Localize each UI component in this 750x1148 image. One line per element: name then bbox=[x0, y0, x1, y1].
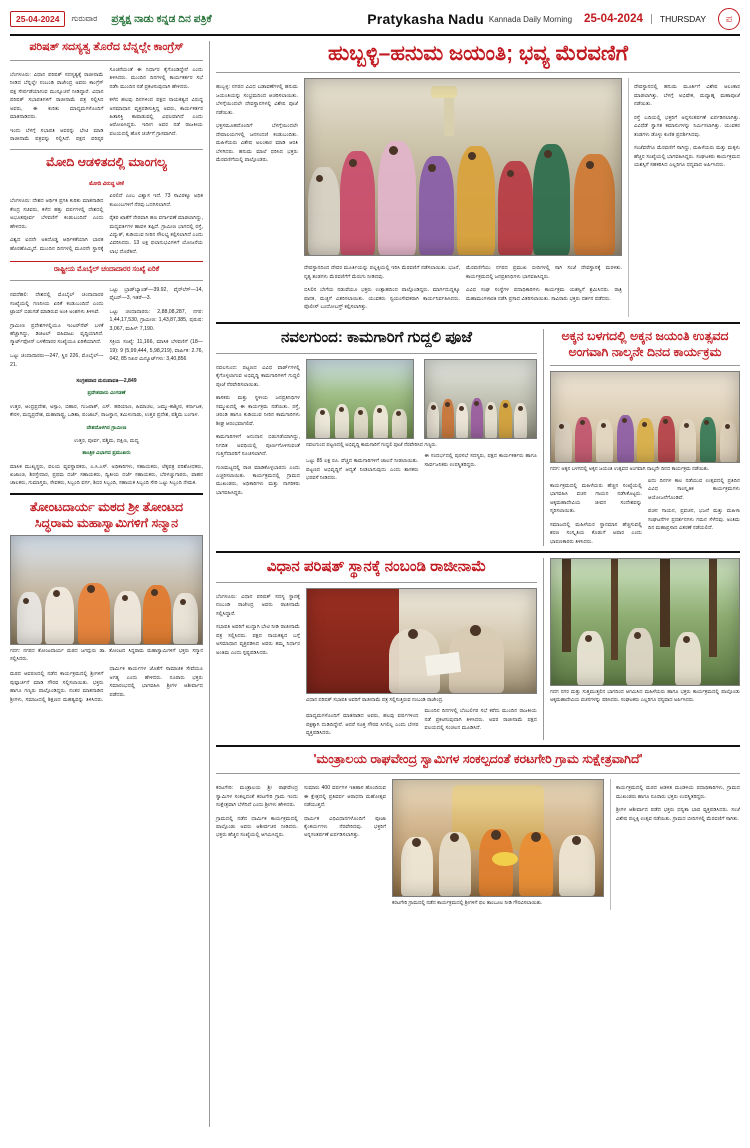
divider bbox=[216, 72, 740, 73]
lower-left-caption: ವಿಧಾನ ಪರಿಷತ್ ಸಭಾಪತಿ ಅವರಿಗೆ ರಾಜೀನಾಮೆ ಪತ್ರ ಸಲ್ಲಿಸುತ್ತಿರುವ ನಂಬಂಡಿ ರಾಜೇಂದ್ರ. bbox=[306, 696, 444, 703]
mid-right-photo bbox=[550, 371, 740, 463]
paragraph: ಇಂದು ಬೆಳಗ್ಗೆ ಸಭಾಪತಿ ಅವರನ್ನು ಭೇಟಿ ಮಾಡಿ ರಾಜೀನಾಮೆ ಪತ್ರವನ್ನು ಸಲ್ಲಿಸಿದೆ. ಪಕ್ಷದ ವರಿಷ್ಠರ ಸೂಚನೆಯಂತೆ ಈ ನಿರ್ಧಾರ ಕೈಗೊಂಡಿದ್ದೇನೆ ಎಂದು ತಿಳಿಸಿದರು. ಮುಂದಿನ ದಿನಗಳಲ್ಲಿ ಕಾರ್ಯಕರ್ತರ ಸಭೆ ನಡೆಸಿ ಮುಂದಿನ ನಡೆ ಪ್ರಕಟಿಸುವುದಾಗಿ ಹೇಳಿದರು. bbox=[10, 66, 203, 143]
masthead-date: 25-04-2024 bbox=[584, 13, 643, 25]
paragraph: ಒಟ್ಟು 85 ಲಕ್ಷ ರೂ. ವೆಚ್ಚದ ಕಾಮಗಾರಿಗಳಿಗೆ ಚಾಲನೆ ನೀಡಲಾಯಿತು. ಪಟ್ಟಣದ ಅಭಿವೃದ್ಧಿಗೆ ಆದ್ಯತೆ ನೀಡಲಾಗುವುದು ಎಂದು ಶಾಸಕರು ಭರವಸೆ ನೀಡಿದರು. bbox=[306, 458, 419, 482]
lead-photo-block bbox=[304, 78, 622, 317]
forest-photo bbox=[550, 558, 740, 686]
lower-left-photo bbox=[306, 588, 537, 694]
divider bbox=[10, 280, 203, 281]
divider bbox=[216, 773, 740, 774]
mid-row bbox=[216, 329, 740, 546]
paragraph: ಕಾಮಗಾರಿಗಳಿಗೆ ಅನುದಾನ ಬಿಡುಗಡೆಯಾಗಿದ್ದು, ನಿಗದಿತ ಅವಧಿಯಲ್ಲಿ ಪೂರ್ಣಗೊಳಿಸುವಂತೆ ಗುತ್ತಿಗೆದಾರರಿಗೆ ಸೂಚಿಸಲಾಗಿದೆ. bbox=[216, 434, 300, 458]
divider bbox=[216, 551, 740, 553]
paragraph: ದೇವಸ್ಥಾನದಲ್ಲಿ ಹನುಮ ಮೂರ್ತಿಗೆ ವಿಶೇಷ ಅಲಂಕಾರ ಮಾಡಲಾಗಿತ್ತು. ಬೆಳಗ್ಗೆ ಅಭಿಷೇಕ, ಮಧ್ಯಾಹ್ನ ಮಹಾಪೂಜೆ ನಡೆಯಿತು. bbox=[634, 84, 740, 108]
divider bbox=[216, 745, 740, 747]
divider bbox=[10, 493, 203, 495]
paragraph: ರಸ್ತೆ ಬದಿಯಲ್ಲಿ ಭಕ್ತರಿಗೆ ಅನ್ನಸಂತರ್ಪಣೆ ಏರ್ಪಡಿಸಲಾಗಿತ್ತು. ವಿವಿಧೆಡೆ ಸ್ವಾಗತ ಕಮಾನುಗಳನ್ನು ನಿರ್ಮಿಸಲಾಗಿತ್ತು. ಯುವಕರ ತಂಡಗಳು ಡೊಳ್ಳು ಕುಣಿತ ಪ್ರದರ್ಶಿಸಿದವು. bbox=[634, 114, 740, 138]
masthead-weekday: THURSDAY bbox=[651, 14, 706, 24]
paragraph: ರೈತರ ಖಾತೆಗೆ ನೇರವಾಗಿ ಹಣ ವರ್ಗಾವಣೆ ಮಾಡಲಾಗಿದ್ದು, ಮಧ್ಯವರ್ತಿಗಳ ಹಾವಳಿ ತಪ್ಪಿದೆ. ಗ್ರಾಮೀಣ ಭಾಗದಲ್ಲಿ ರಸ್ತೆ, ವಿದ್ಯುತ್, ಕುಡಿಯುವ ನೀರಿನ ಸೌಲಭ್ಯ ಕಲ್ಪಿಸಲಾಗಿದೆ ಎಂದು ವಿವರಿಸಿದರು. 13 ಲಕ್ಷ ಫಲಾನುಭವಿಗಳಿಗೆ ಯೋಜನೆಯ ಲಾಭ ದೊರೆತಿದೆ. bbox=[109, 215, 203, 255]
mid-left-story bbox=[216, 329, 544, 546]
left-story4-photo bbox=[10, 535, 203, 645]
paragraph: ನವಲಗುಂದ: ಪಟ್ಟಣದ ವಿವಿಧ ವಾರ್ಡ್‌ಗಳಲ್ಲಿ ಕೈಗೊಳ್ಳಲಾಗುವ ಅಭಿವೃದ್ಧಿ ಕಾಮಗಾರಿಗಳಿಗೆ ಗುದ್ದಲಿ ಪೂಜೆ ನೆರವೇರಿಸಲಾಯಿತು. bbox=[216, 364, 300, 388]
lower-left-headline: ವಿಧಾನ ಪರಿಷತ್ ಸ್ಥಾನಕ್ಕೆ ನಂಬಂಡಿ ರಾಜೀನಾಮೆ bbox=[266, 558, 487, 575]
stat-line: ಒಟ್ಟು ಚಂದಾದಾರರು: 2,88,08,287, ನಗರ: 1,44,17,530, ಗ್ರಾಮೀಣ: 1,43,87,385, ಪುರುಷ: 3,067, ಮಹಿಳೆ: 7,190. bbox=[109, 309, 203, 332]
right-column bbox=[216, 41, 740, 1127]
paragraph: ವಿಶ್ವದ ಐದನೇ ಅತಿದೊಡ್ಡ ಆರ್ಥಿಕತೆಯಾಗಿ ಭಾರತ ಹೊರಹೊಮ್ಮಿದೆ. ಮುಂದಿನ ದಿನಗಳಲ್ಲಿ ಮೂರನೇ ಸ್ಥಾನಕ್ಕೆ ಏರಲಿದೆ ಎಂಬ ವಿಶ್ವಾಸ ಇದೆ. 73 ಸಾವಿರಕ್ಕೂ ಅಧಿಕ ಕುಟುಂಬಗಳಿಗೆ ನೆರವು ಒದಗಿಸಲಾಗಿದೆ. bbox=[10, 193, 203, 252]
paragraph: ಸುಮಾರು 400 ವರ್ಷಗಳ ಇತಿಹಾಸ ಹೊಂದಿರುವ ಈ ಕ್ಷೇತ್ರದಲ್ಲಿ ಪ್ರತಿವರ್ಷ ಆರಾಧನಾ ಮಹೋತ್ಸವ ನಡೆಯುತ್ತದೆ. bbox=[304, 785, 386, 808]
paragraph: ಕಾರ್ಯಕ್ರಮದಲ್ಲಿ ಮಹಿಳೆಯರು ಹೆಚ್ಚಿನ ಸಂಖ್ಯೆಯಲ್ಲಿ ಭಾಗವಹಿಸಿ ವಚನ ಗಾಯನ ನಡೆಸಿಕೊಟ್ಟರು. ಅಕ್ಕಮಹಾದೇವಿಯ ಜೀವನ ಸಂದೇಶವನ್ನು ಸ್ಮರಿಸಲಾಯಿತು. bbox=[550, 482, 642, 515]
paragraph: ಬಿಸಿಲಿನ ಬೇಗೆಯ ನಡುವೆಯೂ ಭಕ್ತರು ಉತ್ಸಾಹದಿಂದ ಪಾಲ್ಗೊಂಡಿದ್ದರು. ಮಾರ್ಗದುದ್ದಕ್ಕೂ ಪಾನಕ, ಮಜ್ಜಿಗೆ ವಿತರಿಸಲಾಯಿತು. ಯುವಕರು ಸ್ವಯಂಸೇವಕರಾಗಿ ಕಾರ್ಯನಿರ್ವಹಿಸಿದರು. ಪೊಲೀಸ್ ಬಂದೋಬಸ್ತ್ ಕಲ್ಪಿಸಲಾಗಿತ್ತು. bbox=[304, 287, 460, 311]
paragraph: ಮಾಧ್ಯಮಗಳೊಂದಿಗೆ ಮಾತನಾಡಿದ ಅವರು, ಹಲವು ವರ್ಷಗಳಿಂದ ಪಕ್ಷಕ್ಕಾಗಿ ದುಡಿದಿದ್ದೇನೆ. ಆದರೆ ಸೂಕ್ತ ಗೌರವ ಸಿಗಲಿಲ್ಲ ಎಂದು ಬೇಸರ ವ್ಯಕ್ತಪಡಿಸಿದರು. bbox=[306, 713, 419, 737]
paragraph: ಕರಟಗೇರಿ: ಮಂತ್ರಾಲಯ ಶ್ರೀ ರಾಘವೇಂದ್ರ ಸ್ವಾಮಿಗಳ ಸಂಕಲ್ಪದಂತೆ ಕರಟಗೇರಿ ಗ್ರಾಮ ಇಂದು ಸುಕ್ಷೇತ್ರವಾಗಿ ಬೆಳೆದಿದೆ ಎಂದು ಶ್ರೀಗಳು ಹೇಳಿದರು. bbox=[216, 785, 298, 808]
lower-right-top-block bbox=[550, 558, 740, 740]
masthead-subtitle: Kannada Daily Morning bbox=[488, 14, 573, 24]
masthead-date-badge: 25-04-2024 bbox=[10, 11, 65, 27]
lead-photo bbox=[304, 78, 622, 256]
paragraph: ಬೆಂಗಳೂರು: ವಿಧಾನ ಪರಿಷತ್ ಸದಸ್ಯತ್ವಕ್ಕೆ ರಾಜೀನಾಮೆ ನೀಡಿದ ಬೆನ್ನಲ್ಲೇ ನಂಬಂಡಿ ರಾಜೇಂದ್ರ ಅವರು ಕಾಂಗ್ರೆಸ್ ಪಕ್ಷ ಸೇರ್ಪಡೆಯಾಗುವ ಮುನ್ಸೂಚನೆ ನೀಡಿದ್ದಾರೆ. ವಿಧಾನ ಪರಿಷತ್ ಸಭಾಪತಿಗಳಿಗೆ ರಾಜೀನಾಮೆ ಪತ್ರ ಸಲ್ಲಿಸಿದ ಅವರು, ಈ ಕುರಿತು ಮಾಧ್ಯಮಗಳೊಂದಿಗೆ ಮಾತನಾಡಿದರು. bbox=[10, 71, 104, 121]
lower-row bbox=[216, 558, 740, 740]
mid-left-caption: ನವಲಗುಂದ ಪಟ್ಟಣದಲ್ಲಿ ಅಭಿವೃದ್ಧಿ ಕಾಮಗಾರಿಗೆ ಗುದ್ದಲಿ ಪೂಜೆ ನೆರವೇರಿಸಿದ ಗಣ್ಯರು. bbox=[306, 441, 437, 448]
paragraph: ವಚನ ಗಾಯನ, ಪ್ರವಚನ, ಭಜನೆ ಮತ್ತು ಮಹಿಳಾ ಸಂಘಟನೆಗಳ ಪ್ರದರ್ಶನಗಳು ಗಮನ ಸೆಳೆದವು. ಅಂತಿಮ ದಿನ ಮಹಾಪ್ರಸಾದ ವಿತರಣೆ ನಡೆಯಲಿದೆ. bbox=[648, 508, 740, 531]
paragraph: ನವದೆಹಲಿ: ದೇಶದಲ್ಲಿ ಮೊಬೈಲ್ ಚಂದಾದಾರರ ಸಂಖ್ಯೆಯಲ್ಲಿ ಗಣನೀಯ ಏರಿಕೆ ಕಂಡುಬಂದಿದೆ ಎಂದು ಟ್ರಾಯ್ ಬಿಡುಗಡೆ ಮಾಡಿರುವ ಅಂಕಿ ಅಂಶಗಳು ತಿಳಿಸಿವೆ. bbox=[10, 292, 104, 316]
paragraph: ಐದು ದಿನಗಳ ಕಾಲ ನಡೆಯುವ ಉತ್ಸವದಲ್ಲಿ ಪ್ರತಿದಿನ ವಿವಿಧ ಸಾಂಸ್ಕೃತಿಕ ಕಾರ್ಯಕ್ರಮಗಳು ಆಯೋಜನೆಗೊಂಡಿವೆ. bbox=[648, 477, 740, 501]
paragraph: ಮುಂದಿನ ದಿನಗಳಲ್ಲಿ ಬೆಂಬಲಿಗರ ಸಭೆ ಕರೆದು ಮುಂದಿನ ರಾಜಕೀಯ ನಡೆ ಪ್ರಕಟಿಸುವುದಾಗಿ ತಿಳಿಸಿದರು. ಅವರ ರಾಜೀನಾಮೆ ಪಕ್ಷದ ವಲಯದಲ್ಲಿ ಸಂಚಲನ ಮೂಡಿಸಿದೆ. bbox=[424, 708, 537, 732]
mid-left-col1 bbox=[216, 359, 300, 503]
mid-right-caption: ಗದಗ: ಅಕ್ಕನ ಬಳಗದಲ್ಲಿ ಅಕ್ಕನ ಜಯಂತಿ ಉತ್ಸವದ ಅಂಗವಾಗಿ ನಾಲ್ಕನೇ ದಿನದ ಕಾರ್ಯಕ್ರಮ ನಡೆಯಿತು. bbox=[550, 466, 710, 473]
lead-col-1 bbox=[216, 78, 298, 317]
divider bbox=[216, 353, 537, 354]
left-story3-sub1-title: ದೇಶದೊಳಗಿನ ಗ್ರಾಮೀಣ bbox=[86, 424, 127, 431]
paragraph: ಮೆರವಣಿಗೆಯು ನಗರದ ಪ್ರಮುಖ ಬೀದಿಗಳಲ್ಲಿ ಸಾಗಿ ಸಂಜೆ ದೇವಸ್ಥಾನಕ್ಕೆ ಮರಳಿತು. ಕಾರ್ಯಕ್ರಮದಲ್ಲಿ ಜನಪ್ರತಿನಿಧಿಗಳು ಭಾಗವಹಿಸಿದ್ದರು. bbox=[466, 265, 622, 280]
paragraph: ಗ್ರಾಮೀಣ ಪ್ರದೇಶಗಳಲ್ಲಿಯೂ ಇಂಟರ್‌ನೆಟ್ ಬಳಕೆ ಹೆಚ್ಚಾಗಿದ್ದು, ಡಿಜಿಟಲ್ ವಹಿವಾಟು ವೃದ್ಧಿಯಾಗಿದೆ. ಸ್ಮಾರ್ಟ್‌ಫೋನ್ ಬಳಕೆದಾರರ ಸಂಖ್ಯೆಯೂ ಏರಿಕೆಯಾಗಿದೆ. bbox=[10, 322, 104, 346]
paragraph: ಸಭಾಪತಿ ಅವರಿಗೆ ಖುದ್ದಾಗಿ ಭೇಟಿ ನೀಡಿ ರಾಜೀನಾಮೆ ಪತ್ರ ಸಲ್ಲಿಸಿದರು. ಪಕ್ಷದ ನಾಯಕತ್ವದ ಬಗ್ಗೆ ಅಸಮಾಧಾನ ವ್ಯಕ್ತಪಡಿಸಿದ ಅವರು ತಮ್ಮ ನಿರ್ಧಾರ ಅಂತಿಮ ಎಂದು ಸ್ಪಷ್ಟಪಡಿಸಿದರು. bbox=[216, 624, 300, 656]
publication-logo-icon: ಪ bbox=[718, 8, 740, 30]
bottom-caption: ಕರಟಗೇರಿ ಗ್ರಾಮದಲ್ಲಿ ನಡೆದ ಕಾರ್ಯಕ್ರಮದಲ್ಲಿ ಶ್ರೀಗಳಿಗೆ ಫಲ ತಾಂಬೂಲ ನೀಡಿ ಗೌರವಿಸಲಾಯಿತು. bbox=[392, 899, 543, 906]
paragraph: ಗ್ರಾಮದಲ್ಲಿ ನಡೆದ ಧಾರ್ಮಿಕ ಕಾರ್ಯಕ್ರಮದಲ್ಲಿ ಪಾಲ್ಗೊಂಡು ಅವರು ಆಶೀರ್ವಚನ ನೀಡಿದರು. ಭಕ್ತರು ಹೆಚ್ಚಿನ ಸಂಖ್ಯೆಯಲ್ಲಿ ಆಗಮಿಸಿದ್ದರು. bbox=[216, 815, 298, 839]
left-story3-region-title: ಪ್ರದೇಶವಾರು ವಿಂಗಡಣೆ bbox=[87, 390, 126, 397]
bottom-story bbox=[216, 779, 740, 911]
left-story3-headline: ರಾಷ್ಟ್ರೀಯ ಮೊಬೈಲ್ ಚಂದಾದಾರರ ಸಂಖ್ಯೆ ಏರಿಕೆ bbox=[53, 266, 160, 274]
left-story3-sub2-title: ತಾಂತ್ರಿಕ ವಿಭಾಗದ ಪ್ರಮುಖರು bbox=[82, 450, 131, 457]
left-story2-kicker: ಮೋದಿ ವಿರುದ್ಧ ಟೀಕೆ bbox=[89, 181, 124, 188]
left-story2-headline: ಮೋದಿ ಆಡಳಿತದಲ್ಲಿ ಮಾಂಗಲ್ಯ bbox=[46, 154, 167, 169]
paragraph: ಧಾರ್ಮಿಕ ವಿಧಿವಿಧಾನಗಳೊಂದಿಗೆ ಪೂಜಾ ಕೈಂಕರ್ಯಗಳು ನೆರವೇರಿದವು. ಭಕ್ತರಿಗೆ ಅನ್ನಸಂತರ್ಪಣೆ ಏರ್ಪಡಿಸಲಾಗಿತ್ತು. bbox=[304, 815, 386, 839]
stat-line: ಒಟ್ಟು ಬ್ರಾಡ್‌ಬ್ಯಾಂಡ್—39.92, ವೈರ್‌ಲೆಸ್—14, ಫೈಬರ್—3, ಇತರೆ—3. bbox=[109, 287, 203, 302]
paragraph: ಸಮಾಜದಲ್ಲಿ ಮಹಿಳೆಯರ ಸ್ಥಾನಮಾನ ಹೆಚ್ಚಿಸುವಲ್ಲಿ ಶರಣ ಸಂಸ್ಕೃತಿಯ ಕೊಡುಗೆ ಅಪಾರ ಎಂದು ಭಾಷಣಕಾರರು ತಿಳಿಸಿದರು. bbox=[550, 521, 642, 545]
mid-left-content bbox=[216, 359, 537, 503]
masthead-title: Pratykasha Nadu bbox=[367, 11, 484, 27]
divider bbox=[10, 261, 203, 262]
divider bbox=[216, 322, 740, 324]
divider bbox=[550, 365, 740, 366]
paragraph: ಸಂಜೆವರೆಗೂ ಮೆರವಣಿಗೆ ಸಾಗಿದ್ದು, ಮಹಿಳೆಯರು ಮತ್ತು ಮಕ್ಕಳು ಹೆಚ್ಚಿನ ಸಂಖ್ಯೆಯಲ್ಲಿ ಭಾಗವಹಿಸಿದ್ದರು. ಸಂಘಟಕರು ಕಾರ್ಯಕ್ರಮದ ಯಶಸ್ಸಿಗೆ ಸಹಕರಿಸಿದ ಎಲ್ಲರಿಗೂ ಧನ್ಯವಾದ ಅರ್ಪಿಸಿದರು. bbox=[634, 145, 740, 169]
left-story3-sub2: ಮಾಸಿಕ ಮುಖ್ಯಸ್ಥರು, ವಲಯ ವ್ಯವಸ್ಥಾಪಕರು, ಎ.ಸಿ.ಎಸ್. ಅಧಿಕಾರಿಗಳು, ಸಹಾಯಕರು, ಲೆಕ್ಕಪತ್ರ ಪರಿಶೋಧಕರು, ಖಜಾಂಚಿ, ಶಿರಸ್ತೇದಾರ, ಪ್ರಥಮ ದರ್ಜೆ ಸಹಾಯಕರು, ದ್ವಿತೀಯ ದರ್ಜೆ ಸಹಾಯಕರು, ಬೆರಳಚ್ಚುಗಾರರು, ವಾಹನ ಚಾಲಕರು, ಗುಮಾಸ್ತರು, ಸೇವಕರು, ಸಿಬ್ಬಂದಿ ವರ್ಗ, ಶಿಬಿರ ಸಿಬ್ಬಂದಿ, ಸಹಾಯಕ ಸಿಬ್ಬಂದಿ ಸೇರಿ ಒಟ್ಟು ಸಿಬ್ಬಂದಿ ನೇಮಕ. bbox=[10, 463, 203, 487]
mid-right-headline-line2: ಅಂಗವಾಗಿ ನಾಲ್ಕನೇ ದಿನದ ಕಾರ್ಯಕ್ರಮ bbox=[568, 344, 722, 359]
left-story4-caption: ಗದಗ: ನಗರದ ತೋಂಟದಾರ್ಯ ಮಠದ ಜಗದ್ಗುರು ಡಾ. ತೋಂಟದ ಸಿದ್ಧರಾಮ ಮಹಾಸ್ವಾಮಿಗಳಿಗೆ ಭಕ್ತರು ಸನ್ಮಾನ ಸಲ್ಲಿಸಿದರು. bbox=[10, 648, 203, 662]
paragraph: ದೇವಸ್ಥಾನದಿಂದ ದೇವರ ಮೂರ್ತಿಯನ್ನು ಪಲ್ಲಕ್ಕಿಯಲ್ಲಿ ಇರಿಸಿ ಮೆರವಣಿಗೆ ನಡೆಸಲಾಯಿತು. ಭಜನೆ, ನೃತ್ಯ ತಂಡಗಳು ಮೆರವಣಿಗೆಗೆ ಮೆರುಗು ನೀಡಿದವು. bbox=[304, 265, 460, 280]
left-story3-body bbox=[10, 286, 203, 372]
mid-right-body bbox=[550, 477, 740, 546]
lead-col-4 bbox=[628, 78, 740, 317]
paragraph: ಮಠದ ಆವರಣದಲ್ಲಿ ನಡೆದ ಕಾರ್ಯಕ್ರಮದಲ್ಲಿ ಶ್ರೀಗಳಿಗೆ ಪುಷ್ಪಾರ್ಚನೆ ಮಾಡಿ ಗೌರವ ಸಲ್ಲಿಸಲಾಯಿತು. ಭಕ್ತರು ಹಾಗೂ ಗಣ್ಯರು ಪಾಲ್ಗೊಂಡಿದ್ದರು. ನಂತರ ಮಾತನಾಡಿದ ಶ್ರೀಗಳು, ಸಮಾಜದಲ್ಲಿ ಶಿಕ್ಷಣದ ಮಹತ್ವವನ್ನು ತಿಳಿಸಿದರು. ಧಾರ್ಮಿಕ ಕಾರ್ಯಗಳ ಜೊತೆಗೆ ಸಾಮಾಜಿಕ ಸೇವೆಯೂ ಅಗತ್ಯ ಎಂದು ಹೇಳಿದರು. ನೂರಾರು ಭಕ್ತರು ಸಮಾರಂಭದಲ್ಲಿ ಭಾಗವಹಿಸಿ ಶ್ರೀಗಳ ಆಶೀರ್ವಾದ ಪಡೆದರು. bbox=[10, 666, 203, 703]
masthead-strap-kannada: ಪ್ರತ್ಯಕ್ಷ ನಾಡು ಕನ್ನಡ ದಿನ ಪತ್ರಿಕೆ bbox=[111, 12, 212, 25]
paragraph: ಕಾರ್ಯಕ್ರಮದಲ್ಲಿ ಮಠದ ಆಡಳಿತ ಮಂಡಳಿಯ ಪದಾಧಿಕಾರಿಗಳು, ಗ್ರಾಮದ ಮುಖಂಡರು ಹಾಗೂ ನೂರಾರು ಭಕ್ತರು ಉಪಸ್ಥಿತರಿದ್ದರು. bbox=[616, 785, 740, 800]
stat-line: ಒಟ್ಟು ಚಂದಾದಾರರು—247, ಸ್ಥಿರ 226, ಮೊಬೈಲ್—21. bbox=[10, 353, 104, 368]
paragraph: ಬೆಂಗಳೂರು: ವಿಧಾನ ಪರಿಷತ್ ಸದಸ್ಯ ಸ್ಥಾನಕ್ಕೆ ನಂಬಂಡಿ ರಾಜೇಂದ್ರ ಅವರು ರಾಜೀನಾಮೆ ಸಲ್ಲಿಸಿದ್ದಾರೆ. bbox=[216, 593, 300, 617]
paragraph: ಭಕ್ತಸಮೂಹದೊಂದಿಗೆ ಬೆಳಗ್ಗೆಯಿಂದಲೇ ದೇವಾಲಯಗಳಲ್ಲಿ ಜನಸಂದಣಿ ಕಂಡುಬಂದಿತು. ಮಹಿಳೆಯರು ವಿಶೇಷ ಅಲಂಕಾರ ಮಾಡಿ ಆರತಿ ಬೆಳಗಿದರು. ಹನುಮ ಮಾಲೆ ಧರಿಸಿದ ಭಕ್ತರು ಮೆರವಣಿಗೆಯಲ್ಲಿ ಪಾಲ್ಗೊಂಡರು. bbox=[216, 123, 298, 163]
mid-left-headline: ನವಲಗುಂದ: ಕಾಮಗಾರಿಗೆ ಗುದ್ದಲಿ ಪೂಜೆ bbox=[280, 328, 473, 346]
paragraph: ಶಾಸಕರು ಮತ್ತು ಸ್ಥಳೀಯ ಜನಪ್ರತಿನಿಧಿಗಳ ಸಮ್ಮುಖದಲ್ಲಿ ಈ ಕಾರ್ಯಕ್ರಮ ನಡೆಯಿತು. ರಸ್ತೆ, ಚರಂಡಿ ಹಾಗೂ ಕುಡಿಯುವ ನೀರಿನ ಕಾಮಗಾರಿಗಳು ಶೀಘ್ರ ಆರಂಭವಾಗಲಿವೆ. bbox=[216, 395, 300, 427]
lower-left-story bbox=[216, 558, 544, 740]
divider bbox=[10, 60, 203, 61]
mid-left-photo-1 bbox=[306, 359, 414, 439]
left-column bbox=[10, 41, 210, 1127]
paragraph: ಹುಬ್ಬಳ್ಳಿ: ನಗರದ ವಿವಿಧ ಬಡಾವಣೆಗಳಲ್ಲಿ ಹನುಮ ಜಯಂತಿಯನ್ನು ಸಂಭ್ರಮದಿಂದ ಆಚರಿಸಲಾಯಿತು. ಬೆಳಗ್ಗೆಯಿಂದಲೇ ದೇವಸ್ಥಾನಗಳಲ್ಲಿ ವಿಶೇಷ ಪೂಜೆ ನಡೆಯಿತು. bbox=[216, 84, 298, 116]
lower-right-headline: 'ಮಂತ್ರಾಲಯ ರಾಘವೇಂದ್ರ ಸ್ವಾಮಿಗಳ ಸಂಕಲ್ಪದಂತೆ ಕರಟಗೇರಿ ಗ್ರಾಮ ಸುಕ್ಷೇತ್ರವಾಗಿದೆ' bbox=[313, 752, 643, 767]
left-story3-regions: ಉತ್ತರ, ಆಂಧ್ರಪ್ರದೇಶ, ಅಸ್ಸಾಂ, ಬಿಹಾರ, ಗುಜರಾತ್, ಎಸ್. ಹರಿಯಾಣ, ಹಿಮಾಚಲ, ಜಮ್ಮು-ಕಾಶ್ಮೀರ, ಕರ್ನಾಟಕ, ಕೇರಳ, ಮಧ್ಯಪ್ರದೇಶ, ಮಹಾರಾಷ್ಟ್ರ, ಒಡಿಶಾ, ಪಂಜಾಬ್, ರಾಜಸ್ಥಾನ, ತಮಿಳುನಾಡು, ಉತ್ತರ ಪ್ರದೇಶ, ಪಶ್ಚಿಮ ಬಂಗಾಳ. bbox=[10, 403, 203, 418]
bottom-photo bbox=[392, 779, 604, 897]
photo-vignette bbox=[11, 536, 202, 644]
mid-right-headline-line1: ಅಕ್ಕನ ಬಳಗದಲ್ಲಿ ಅಕ್ಕನ ಜಯಂತಿ ಉತ್ಸವದ bbox=[561, 328, 729, 343]
masthead bbox=[10, 8, 740, 36]
photo-vignette bbox=[305, 79, 621, 255]
left-story4-headline-line2: ಸಿದ್ಧರಾಮ ಮಹಾಸ್ವಾಮಿಗಳಿಗೆ ಸನ್ಮಾನ bbox=[34, 515, 179, 530]
mid-left-photo-2 bbox=[424, 359, 537, 439]
left-story3-total: ಸಂಗ್ರಹವಾದ ಮರುಪಾವತಿ—2,849 bbox=[76, 377, 137, 384]
lead-under-photo bbox=[304, 259, 622, 317]
paragraph: ವಿವಿಧ ಸಂಘ ಸಂಸ್ಥೆಗಳ ಪದಾಧಿಕಾರಿಗಳು ಕಾರ್ಯಕ್ರಮ ಯಶಸ್ವಿಗೆ ಶ್ರಮಿಸಿದರು. ರಾತ್ರಿ ಮಹಾಮಂಗಳಾರತಿ ನಡೆಸಿ ಪ್ರಸಾದ ವಿತರಿಸಲಾಯಿತು. ಸಾವಿರಾರು ಭಕ್ತರು ದರ್ಶನ ಪಡೆದರು. bbox=[466, 287, 622, 302]
lead-story bbox=[216, 78, 740, 317]
left-story2-body bbox=[10, 192, 203, 257]
page-body bbox=[10, 41, 740, 1127]
left-story3-sub1: ಉತ್ತರ, ಪೂರ್ವ, ಪಶ್ಚಿಮ, ದಕ್ಷಿಣ, ಮಧ್ಯ bbox=[74, 437, 139, 444]
left-story4-headline-line1: ತೋಂಟದಾರ್ಯ ಮಠದ ಶ್ರೀ ತೋಂಟದ bbox=[29, 499, 184, 514]
left-story1-body bbox=[10, 66, 203, 144]
left-story4-body bbox=[10, 665, 203, 704]
left-story1-headline: ಪರಿಷತ್ ಸದಸ್ಯತ್ವ ತೊರೆದ ಬೆನ್ನಲ್ಲೇ ಕಾಂಗ್ರೆಸ್ bbox=[29, 41, 184, 53]
paragraph: ಕಳೆದ ಹಲವು ದಿನಗಳಿಂದ ಪಕ್ಷದ ನಾಯಕತ್ವದ ವಿರುದ್ಧ ಅಸಮಾಧಾನ ವ್ಯಕ್ತಪಡಿಸುತ್ತಿದ್ದ ಅವರು, ಕಾರ್ಯಕರ್ತರ ಹಿತಾಸಕ್ತಿ ಕಾಪಾಡುವಲ್ಲಿ ವಿಫಲವಾಗಿದೆ ಎಂದು ಆರೋಪಿಸಿದ್ದರು. ಇದೀಗ ಅವರ ನಡೆ ರಾಜಕೀಯ ವಲಯದಲ್ಲಿ ಹೊಸ ಚರ್ಚೆಗೆ ಗ್ರಾಸವಾಗಿದೆ. bbox=[109, 97, 203, 137]
divider bbox=[216, 582, 537, 583]
stat-line: ಸಕ್ರಿಯ ಸಂಖ್ಯೆ: 11,166, ಮಾಸಿಕ ಬೆಳವಣಿಗೆ (18—19): 9 (5,99,444, 5,98,219), ವಾರ್ಷಿಕ: 2.76, 042, 85 ನಿಖರ ಮಿನ್ಯೂಟ್‌ಗಳು: 3,40,856 bbox=[109, 339, 203, 363]
paragraph: ಈ ಸಂದರ್ಭದಲ್ಲಿ ಪುರಸಭೆ ಸದಸ್ಯರು, ಪಕ್ಷದ ಕಾರ್ಯಕರ್ತರು ಹಾಗೂ ಸಾರ್ವಜನಿಕರು ಉಪಸ್ಥಿತರಿದ್ದರು. bbox=[424, 453, 537, 468]
lead-headline: ಹುಬ್ಬಳ್ಳಿ–ಹನುಮ ಜಯಂತಿ; ಭವ್ಯ ಮೆರವಣಿಗೆ bbox=[328, 42, 628, 65]
mid-right-story bbox=[550, 329, 740, 546]
masthead-day-kannada: ಗುರುವಾರ bbox=[71, 14, 98, 23]
paragraph: ಶ್ರೀಗಳ ಆಶೀರ್ವಾದ ಪಡೆದ ಭಕ್ತರು ಧನ್ಯತಾ ಭಾವ ವ್ಯಕ್ತಪಡಿಸಿದರು. ಸಂಜೆ ವಿಶೇಷ ಪಲ್ಲಕ್ಕಿ ಉತ್ಸವ ನಡೆಯಿತು. ಗ್ರಾಮದ ಬೀದಿಗಳಲ್ಲಿ ಮೆರವಣಿಗೆ ಸಾಗಿತು. bbox=[616, 807, 740, 822]
mid-right-caption-2: ಗದಗ ನಗರ ಮತ್ತು ಸುತ್ತಮುತ್ತಲಿನ ಭಾಗದಿಂದ ಆಗಮಿಸಿದ ಮಹಿಳೆಯರು ಹಾಗೂ ಭಕ್ತರು ಕಾರ್ಯಕ್ರಮದಲ್ಲಿ ಪಾಲ್ಗೊಂಡು ಅಕ್ಕಮಹಾದೇವಿಯ ವಚನಗಳನ್ನು ಪಠಿಸಿದರು. ಸಂಘಟಕರು ಎಲ್ಲರಿಗೂ ಧನ್ಯವಾದ ಅರ್ಪಿಸಿದರು. bbox=[550, 689, 740, 703]
divider bbox=[10, 149, 203, 150]
paragraph: ಬೆಂಗಳೂರು: ದೇಶದ ಆರ್ಥಿಕ ಪ್ರಗತಿ ಕುರಿತು ಮಾತನಾಡಿದ ಕೇಂದ್ರ ಸಚಿವರು, ಕಳೆದ ಹತ್ತು ವರ್ಷಗಳಲ್ಲಿ ದೇಶದಲ್ಲಿ ಅಭೂತಪೂರ್ವ ಬೆಳವಣಿಗೆ ಕಂಡುಬಂದಿದೆ ಎಂದು ಹೇಳಿದರು. bbox=[10, 198, 104, 230]
paragraph: ಗುಣಮಟ್ಟದಲ್ಲಿ ರಾಜಿ ಮಾಡಿಕೊಳ್ಳಬಾರದು ಎಂದು ಎಚ್ಚರಿಸಲಾಯಿತು. ಕಾರ್ಯಕ್ರಮದಲ್ಲಿ ಗ್ರಾಮದ ಮುಖಂಡರು, ಅಧಿಕಾರಿಗಳು ಮತ್ತು ನಾಗರಿಕರು ಭಾಗವಹಿಸಿದ್ದರು. bbox=[216, 464, 300, 496]
mid-left-photos bbox=[306, 359, 537, 503]
